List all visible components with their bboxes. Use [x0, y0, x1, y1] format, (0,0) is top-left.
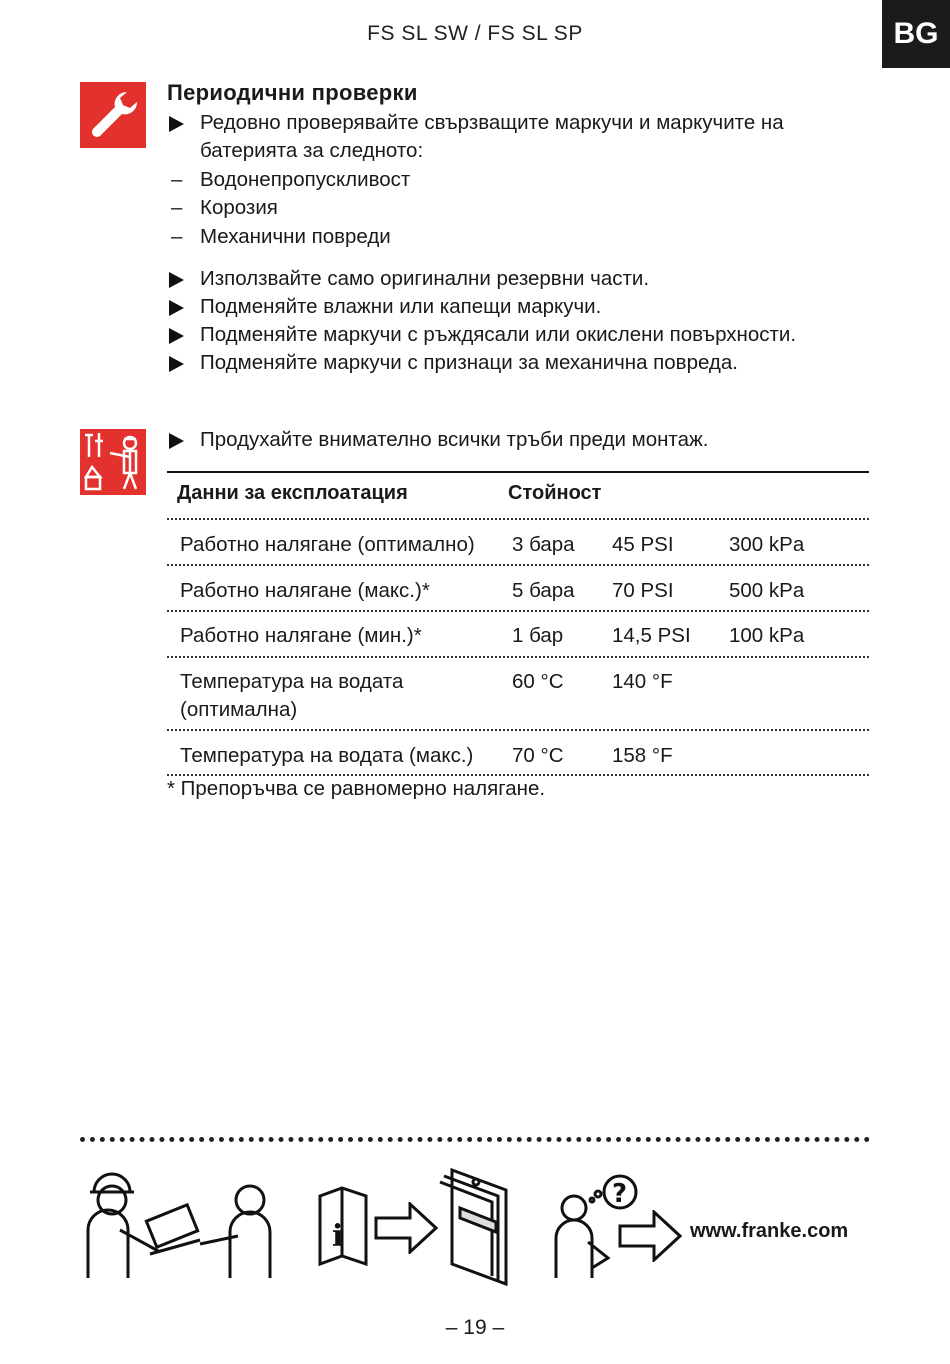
- dash-marker: –: [171, 196, 183, 219]
- website-link[interactable]: www.franke.com: [690, 1220, 849, 1242]
- list-item-text: Подменяйте влажни или капещи маркучи.: [200, 295, 602, 318]
- table-top-rule: [167, 471, 869, 473]
- list-item: [167, 321, 867, 349]
- table-header-value: Стойност: [508, 482, 602, 504]
- list-item-text: Продухайте внимателно всички тръби преди монтаж.: [200, 428, 709, 451]
- list-item: [167, 223, 867, 251]
- value-celsius: 70 °C: [512, 744, 564, 767]
- value-bar: 1 бар: [512, 624, 564, 647]
- row-label: Температура на водата (оптимална): [180, 670, 404, 721]
- table-divider: [167, 729, 869, 731]
- language-badge: BG: [882, 0, 950, 68]
- row-label: Работно налягане (мин.)*: [180, 624, 422, 647]
- list-item-text: Използвайте само оригинални резервни части.: [200, 267, 650, 290]
- bullet-triangle-icon: [169, 272, 184, 288]
- list-item: [167, 293, 867, 321]
- value-psi: 45 PSI: [612, 533, 674, 556]
- arrow-right-icon: [374, 1202, 438, 1254]
- value-kpa: 500 kPa: [729, 579, 805, 602]
- bullet-triangle-icon: [169, 116, 184, 132]
- footer-divider: [80, 1137, 870, 1142]
- value-bar: 3 бара: [512, 533, 575, 556]
- manual-icon: [438, 1168, 512, 1286]
- dash-marker: –: [171, 168, 183, 191]
- value-bar: 5 бара: [512, 579, 575, 602]
- installer-tools-icon: [80, 429, 146, 495]
- table-divider: [167, 656, 869, 658]
- value-kpa: 100 kPa: [729, 624, 805, 647]
- bullet-triangle-icon: [169, 433, 184, 449]
- bullet-triangle-icon: [169, 356, 184, 372]
- arrow-right-icon: [618, 1210, 682, 1262]
- value-fahrenheit: 158 °F: [612, 744, 673, 767]
- list-item: [167, 349, 867, 377]
- page-number: – 19 –: [445, 1316, 505, 1339]
- list-item: [167, 426, 867, 454]
- bullet-triangle-icon: [169, 300, 184, 316]
- document-title: FS SL SW / FS SL SP: [367, 22, 583, 45]
- list-item-text: Корозия: [200, 196, 278, 219]
- value-kpa: 300 kPa: [729, 533, 805, 556]
- value-psi: 70 PSI: [612, 579, 674, 602]
- svg-text:?: ?: [612, 1179, 628, 1209]
- table-divider: [167, 518, 869, 520]
- info-booklet-icon: [318, 1186, 368, 1266]
- table-divider: [167, 774, 869, 776]
- row-label: Работно налягане (оптимално): [180, 533, 475, 556]
- list-item: [167, 194, 867, 222]
- row-label: Работно налягане (макс.)*: [180, 579, 430, 602]
- list-item: [167, 166, 867, 194]
- wrench-icon: [80, 82, 146, 148]
- row-label: Температура на водата (макс.): [180, 744, 474, 767]
- table-header-label: Данни за експлоатация: [177, 482, 408, 504]
- svg-text:i: i: [332, 1219, 344, 1254]
- value-celsius: 60 °C: [512, 670, 564, 693]
- table-divider: [167, 564, 869, 566]
- dash-marker: –: [171, 225, 183, 248]
- installers-with-laptop-icon: [80, 1160, 280, 1280]
- value-psi: 14,5 PSI: [612, 624, 691, 647]
- list-item-text: Водонепропускливост: [200, 168, 411, 191]
- table-divider: [167, 610, 869, 612]
- list-item-text: Редовно проверявайте свързващите маркучи и маркучите на батерията за следното:: [200, 111, 784, 162]
- list-item-text: Механични повреди: [200, 225, 391, 248]
- list-item-text: Подменяйте маркучи с ръждясали или окислени повърхности.: [200, 323, 797, 346]
- list-item: [167, 265, 867, 293]
- bullet-triangle-icon: [169, 328, 184, 344]
- section-title: Периодични проверки: [167, 80, 418, 105]
- list-item-text: Подменяйте маркучи с признаци за механична повреда.: [200, 351, 738, 374]
- value-fahrenheit: 140 °F: [612, 670, 673, 693]
- list-item: [167, 109, 867, 165]
- table-footnote: * Препоръчва се равномерно налягане.: [167, 777, 546, 800]
